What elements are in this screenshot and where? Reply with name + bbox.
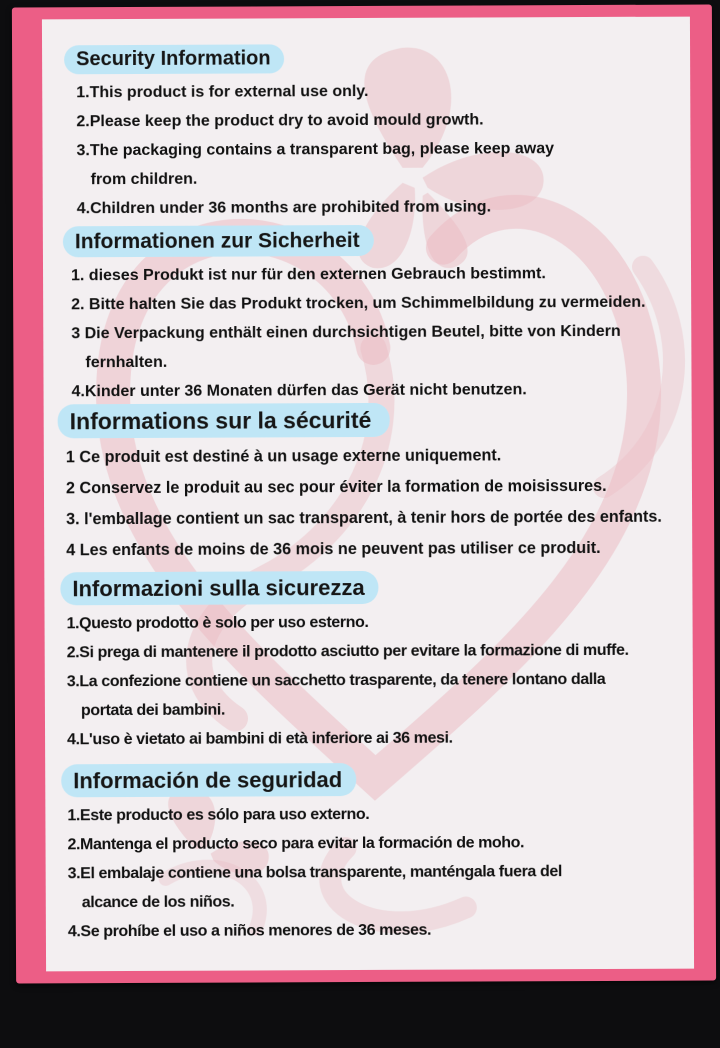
item-continuation: portata dei bambini. [80,701,226,720]
item-text: 1 Ce produit est destiné à un usage externe uniquement. [65,446,502,467]
list-item [46,915,694,947]
list-french [44,440,693,567]
item-text: 4.Kinder unter 36 Monaten dürfen das Gerät nicht benutzen. [71,381,527,401]
item-text: 3 Die Verpackung enthält einen durchsichtigen Beutel, bitte von Kindern [71,322,621,343]
list-item [44,533,692,567]
item-text: 1.This product is for external use only. [76,82,369,102]
list-german [43,259,692,407]
list-item [42,76,690,108]
item-text: 3.La confezione contiene un sacchetto trasparente, da tenere lontano dalla [66,670,606,691]
section-italian [44,570,693,755]
item-text: 3.The packaging contains a transparent bag, please keep away [76,140,555,160]
list-item [46,857,694,918]
item-text: 2.Si prega di mantenere il prodotto asciutto per evitare la formazione di muffe. [66,641,629,662]
item-text: 2.Mantenga el producto seco para evitar la formación de moho. [67,834,525,854]
list-item [45,723,693,755]
item-text: 1. dieses Produkt ist nur für den externen Gebrauch bestimmt. [71,265,546,285]
list-item [45,828,693,860]
list-item [45,665,693,726]
item-text: 4.Se prohíbe el uso a niños menores de 36 meses. [67,921,432,941]
item-text: 4.L'uso è vietato ai bambini di età inferiore ai 36 mesi. [67,729,453,749]
instructions-content [42,17,694,972]
heading-french: Informations sur la sécurité [58,403,390,438]
list-item [45,799,693,831]
item-text: 4 Les enfants de moins de 36 mois ne peuvent pas utiliser ce produit. [66,538,601,560]
heading-italian: Informazioni sulla sicurezza [60,571,378,605]
item-text: 4.Children under 36 months are prohibited from using. [76,198,492,218]
info-card [12,4,716,983]
list-item [42,105,690,137]
item-text: 1.Questo prodotto è solo per uso esterno. [66,613,369,633]
list-italian [45,607,694,755]
item-text: 2.Please keep the product dry to avoid mould growth. [76,111,484,131]
heading-spanish: Información de seguridad [61,763,356,797]
list-item [45,607,693,639]
list-item [44,502,692,536]
section-english [42,43,691,224]
item-continuation: alcance de los niños. [81,893,235,912]
list-spanish [45,799,694,947]
section-spanish [45,762,694,947]
item-text: 1.Este producto es sólo para uso externo. [67,805,370,825]
list-item [45,636,693,668]
item-text: 2. Bitte halten Sie das Produkt trocken, um Schimmelbildung zu vermeiden. [71,293,646,314]
list-item [42,134,690,195]
item-continuation: fernhalten. [85,353,168,372]
list-english [42,76,691,224]
heading-german: Informationen zur Sicherheit [63,225,374,257]
section-german [43,224,692,407]
item-continuation: from children. [90,170,198,189]
list-item [43,288,691,320]
list-item [43,192,691,224]
list-item [43,317,691,378]
item-text: 3.El embalaje contiene una bolsa transparente, manténgala fuera del [67,863,562,883]
item-text: 2 Conservez le produit au sec pour éviter la formation de moisissures. [65,476,607,498]
list-item [43,259,691,291]
section-french [44,402,693,567]
item-text: 3. l'emballage contient un sac transparent, à tenir hors de portée des enfants. [66,507,662,529]
list-item [44,471,692,505]
heading-english: Security Information [64,44,285,74]
card-panel [42,17,694,972]
list-item [44,440,692,474]
